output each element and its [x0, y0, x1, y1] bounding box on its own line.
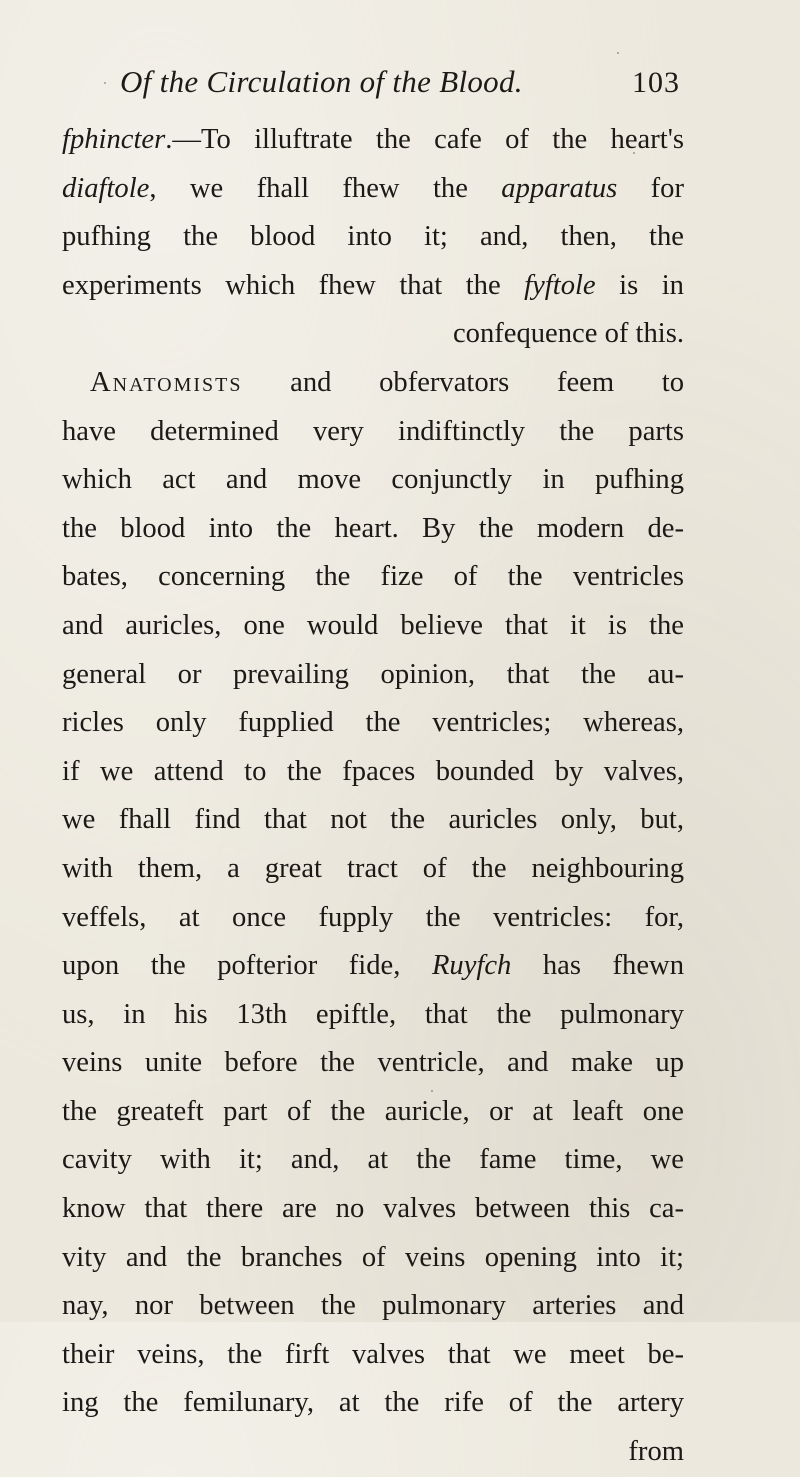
text-line [62, 213, 684, 262]
text-segment: if we attend to the fpaces bounded by valves, [62, 755, 684, 787]
text-segment: experiments which fhew that the [62, 269, 525, 301]
text-segment: for [617, 172, 684, 204]
paper-speck [104, 82, 106, 84]
text-line [62, 845, 684, 894]
text-line [62, 116, 684, 165]
text-segment: we fhall find that not the auricles only, but, [62, 804, 684, 836]
text-line [62, 262, 684, 311]
text-segment: their veins, the firft valves that we meet be- [62, 1338, 684, 1370]
text-line [62, 796, 684, 845]
text-line [62, 748, 684, 797]
running-head [120, 64, 680, 110]
text-line [62, 1282, 684, 1331]
text-segment: general or prevailing opinion, that the au- [62, 658, 684, 690]
text-segment: Ruyfch [431, 950, 512, 982]
text-segment: is in [595, 269, 684, 301]
text-line [62, 699, 684, 748]
paper-speck [633, 152, 635, 154]
text-line [62, 456, 684, 505]
text-segment: ing the femilunary, at the rife of the artery [62, 1387, 684, 1419]
text-line [62, 1331, 684, 1380]
text-segment: ricles only fupplied the ventricles; whereas, [62, 707, 684, 739]
text-segment: Anatomists [90, 366, 243, 398]
text-line [62, 165, 684, 214]
text-segment: nay, nor between the pulmonary arteries and [62, 1290, 684, 1322]
page-number: 103 [632, 66, 680, 99]
text-line [62, 1185, 684, 1234]
text-segment: fphincter [62, 124, 166, 155]
text-line [62, 894, 684, 943]
text-segment: .—To illuftrate the cafe of the heart's [165, 124, 684, 155]
text-line [62, 1428, 684, 1477]
text-line [62, 991, 684, 1040]
text-segment: vity and the branches of veins opening into it; [62, 1241, 684, 1273]
text-segment: has fhewn [511, 950, 684, 982]
text-line [62, 310, 684, 359]
text-line [62, 651, 684, 700]
text-line [62, 408, 684, 457]
text-segment: , we fhall fhew the [149, 172, 502, 204]
text-segment: pufhing the blood into it; and, then, the [62, 221, 684, 253]
text-segment: veins unite before the ventricle, and make up [62, 1047, 684, 1079]
text-line [62, 1136, 684, 1185]
text-segment: the greateft part of the auricle, or at leaft one [62, 1095, 684, 1127]
text-line [62, 602, 684, 651]
text-line [62, 1088, 684, 1137]
text-segment: confequence of this. [452, 318, 684, 350]
body-text [62, 116, 684, 1477]
text-line [62, 1379, 684, 1428]
running-title: Of the Circulation of the Blood. [120, 64, 523, 99]
text-line [62, 1234, 684, 1283]
paper-speck [617, 52, 619, 54]
text-line [62, 553, 684, 602]
text-segment: and obfervators feem to [242, 366, 684, 398]
text-segment: the blood into the heart. By the modern de- [62, 512, 684, 544]
text-segment: upon the pofterior fide, [62, 950, 432, 982]
text-segment: with them, a great tract of the neighbouring [62, 852, 684, 884]
text-segment: from [628, 1436, 684, 1468]
text-segment: apparatus [501, 172, 618, 204]
text-segment: and auricles, one would believe that it is the [62, 609, 684, 641]
text-segment: fyftole [524, 269, 596, 301]
text-segment: diaftole [62, 172, 150, 204]
text-segment: know that there are no valves between this ca- [62, 1193, 684, 1225]
text-line [62, 1039, 684, 1088]
text-line [62, 359, 684, 408]
text-segment: have determined very indiftinctly the parts [62, 415, 684, 447]
paper-speck [431, 1090, 433, 1092]
text-line [62, 942, 684, 991]
text-segment: veffels, at once fupply the ventricles: for, [62, 901, 684, 933]
text-segment: us, in his 13th epiftle, that the pulmonary [62, 998, 684, 1030]
text-segment: cavity with it; and, at the fame time, we [62, 1144, 684, 1176]
text-segment: bates, concerning the fize of the ventricles [62, 561, 684, 593]
text-segment: which act and move conjunctly in pufhing [62, 464, 684, 496]
text-line [62, 505, 684, 554]
